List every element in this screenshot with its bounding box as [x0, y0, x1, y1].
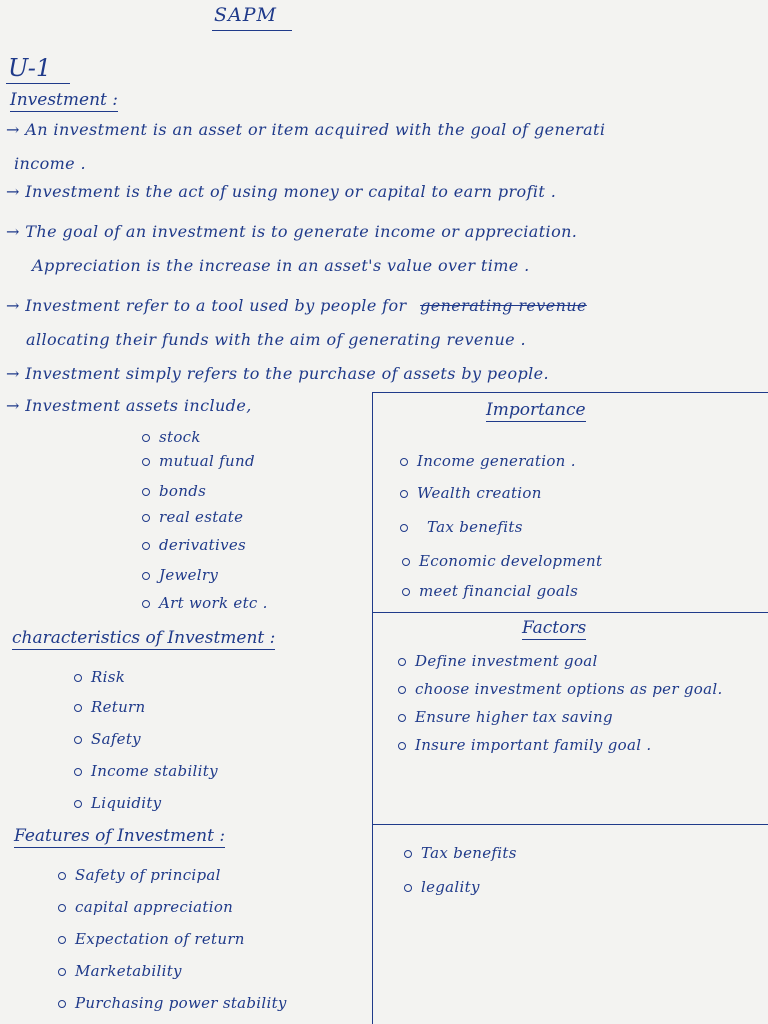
investment-line-1: → An investment is an asset or item acquired with the goal of generati	[6, 120, 606, 139]
characteristic-item: Risk	[74, 668, 125, 686]
factor-item: Insure important family goal .	[398, 736, 651, 754]
bullet-icon	[74, 736, 82, 744]
unit-label: U-1	[8, 54, 52, 82]
investment-line-8: → Investment simply refers to the purchase of assets by people.	[6, 364, 549, 383]
asset-item: mutual fund	[142, 452, 255, 470]
characteristics-heading: characteristics of Investment :	[12, 628, 276, 648]
box-left-border	[372, 392, 373, 1024]
investment-line-3: → Investment is the act of using money or capital to earn profit .	[6, 182, 557, 201]
box-divider-2	[372, 824, 768, 825]
characteristic-item: Safety	[74, 730, 141, 748]
bullet-icon	[142, 434, 150, 442]
bullet-icon	[400, 524, 408, 532]
unit-underline	[6, 83, 70, 84]
factor-item: choose investment options as per goal.	[398, 680, 723, 698]
investment-line-2: income .	[14, 154, 87, 173]
investment-line-9: → Investment assets include,	[6, 396, 252, 415]
bullet-icon	[404, 884, 412, 892]
characteristic-item: Income stability	[74, 762, 218, 780]
investment-heading: Investment :	[10, 90, 118, 110]
box-divider-1	[372, 612, 768, 613]
struck-text: generating revenue	[420, 296, 587, 315]
feature-item: Purchasing power stability	[58, 994, 287, 1012]
investment-line-7: allocating their funds with the aim of generating revenue .	[26, 330, 527, 349]
investment-line-6-text: → Investment refer to a tool used by people for	[6, 296, 407, 315]
importance-item: Wealth creation	[400, 484, 542, 502]
bullet-icon	[398, 686, 406, 694]
bullet-icon	[402, 588, 410, 596]
factor-item: Ensure higher tax saving	[398, 708, 613, 726]
title-underline	[212, 30, 292, 31]
bullet-icon	[58, 1000, 66, 1008]
importance-item: Economic development	[402, 552, 602, 570]
feature-item: capital appreciation	[58, 898, 233, 916]
characteristic-item: Liquidity	[74, 794, 161, 812]
asset-item: Jewelry	[142, 566, 218, 584]
factors-heading: Factors	[522, 618, 587, 638]
importance-item: Income generation .	[400, 452, 576, 470]
investment-line-4: → The goal of an investment is to generate income or appreciation.	[6, 222, 578, 241]
bullet-icon	[142, 488, 150, 496]
bullet-icon	[142, 600, 150, 608]
bullet-icon	[142, 458, 150, 466]
bullet-icon	[398, 658, 406, 666]
bullet-icon	[58, 872, 66, 880]
bullet-icon	[74, 768, 82, 776]
bullet-icon	[142, 572, 150, 580]
bullet-icon	[404, 850, 412, 858]
asset-item: real estate	[142, 508, 243, 526]
page-title: SAPM	[214, 4, 277, 26]
bullet-icon	[74, 674, 82, 682]
bullet-icon	[402, 558, 410, 566]
bullet-icon	[58, 904, 66, 912]
box-top-border	[372, 392, 768, 393]
characteristic-item: Return	[74, 698, 146, 716]
feature-item: Safety of principal	[58, 866, 221, 884]
bullet-icon	[400, 490, 408, 498]
importance-item: meet financial goals	[402, 582, 578, 600]
feature-item: Expectation of return	[58, 930, 245, 948]
bullet-icon	[142, 514, 150, 522]
extra-item: Tax benefits	[404, 844, 517, 862]
investment-line-6	[6, 296, 587, 315]
bullet-icon	[74, 704, 82, 712]
bullet-icon	[74, 800, 82, 808]
bullet-icon	[142, 542, 150, 550]
bullet-icon	[400, 458, 408, 466]
bullet-icon	[58, 968, 66, 976]
features-heading: Features of Investment :	[14, 826, 226, 846]
asset-item: stock	[142, 428, 201, 446]
importance-heading: Importance	[486, 400, 586, 420]
importance-item: Tax benefits	[400, 518, 523, 536]
asset-item: Art work etc .	[142, 594, 268, 612]
extra-item: legality	[404, 878, 480, 896]
investment-line-5: Appreciation is the increase in an asset's value over time .	[32, 256, 530, 275]
asset-item: derivatives	[142, 536, 246, 554]
asset-item: bonds	[142, 482, 206, 500]
bullet-icon	[398, 742, 406, 750]
factor-item: Define investment goal	[398, 652, 598, 670]
bullet-icon	[398, 714, 406, 722]
feature-item: Marketability	[58, 962, 182, 980]
bullet-icon	[58, 936, 66, 944]
